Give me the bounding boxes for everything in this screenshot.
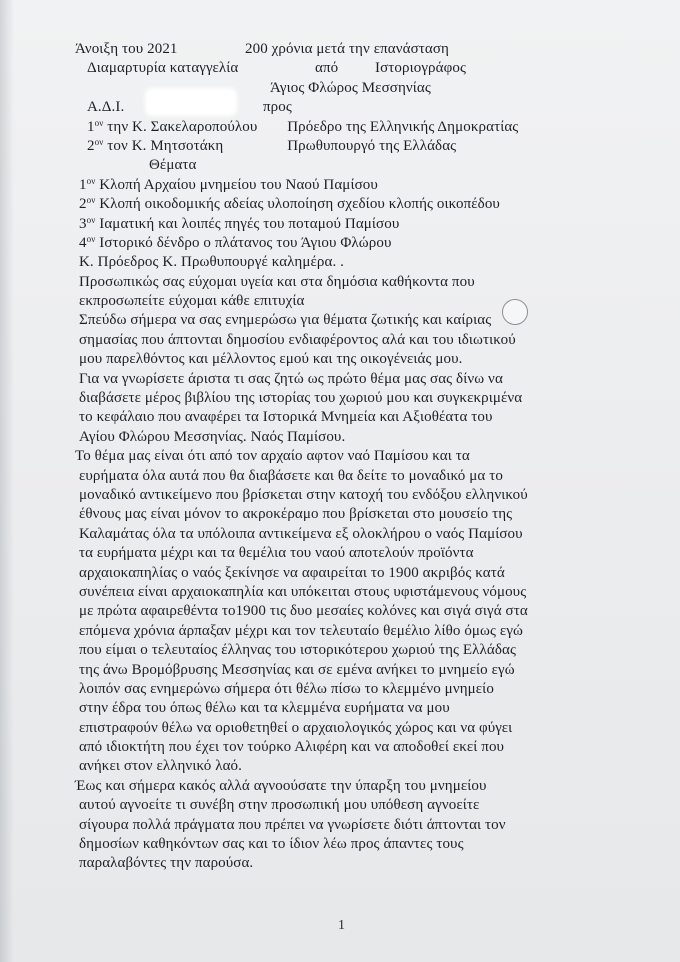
body-line: το κεφάλαιο που αναφέρει τα Ιστορικά Μνημεία και Αξιοθέατα του [79,409,493,426]
body-line: έθνους μας είναι μόνον το ακροκέραμο που βρίσκεται στο μουσείο της [79,506,513,523]
redaction-mark [148,91,234,113]
date: Άνοιξη του 2021 [75,41,178,57]
recipient-name: τον Κ. Μητσοτάκη [107,137,224,154]
recipient-role: Πρωθυπουργό της Ελλάδας [287,137,457,154]
body-line: με πρώτα αφαιρεθέντα το1900 τις δυο μεσαίες κολόνες και σιγά σιγά στα [79,603,528,620]
body-line: λοιπόν σας ενημερώνω σήμερα ότι θέλω πίσω το κλεμμένο μνημείο [79,680,494,697]
page-edge-shadow [0,0,14,962]
topic-2: $2^{o\nu}$ Κλοπή οικοδομικής αδείας υλοποίηση σχεδίου κλοπής οικοπέδου [79,195,500,213]
topics-heading: Θέματα [149,157,197,174]
body-line: σίγουρα πολλά πράγματα που πρέπει να γνωρίσετε διότι άπτονται τον [79,816,506,833]
body-line: Για να γνωρίσετε άριστα τι σας ζητώ ως πρώτο θέμα μας σας δίνω να [79,370,503,387]
recipient-1: $1^{o\nu}$ την Κ. Σακελαροπούλου Πρόεδρο της Ελληνικής Δημοκρατίας [75,118,635,137]
author-title: Ιστοριογράφος [375,60,466,77]
body-line: Σπεύδω σήμερα να σας ενημερώσω για θέματα ζωτικής και καίριας [79,312,492,329]
body-line: στην έδρα του όπως θέλω και τα κλεμμένα ευρήματα να μου [79,700,450,717]
body-line: από ιδιοκτήτη που έχει τον τούρκο Αλιφέρη και να αποδοθεί εκεί που [79,739,505,756]
topic-3: $3^{o\nu}$ Ιαματική και λοιπές πηγές του ποταμού Παμίσου [79,214,400,232]
recipient-2: $2^{o\nu}$ τον Κ. Μητσοτάκη Πρωθυπουργό της Ελλάδας [75,137,635,156]
from-word: από [315,60,339,77]
body-line: αυτού αγνοείτε τι συνέβη στην προσωπική μου υπόθεση αγνοείτε [79,797,480,814]
topic-4: $4^{o\nu}$ Ιστορικό δένδρο ο πλάτανος του Άγιου Φλώρου [79,233,392,251]
recipient-name: την Κ. Σακελαροπούλου [107,118,258,135]
body-line: παραλαβόντες την παρούσα. [79,855,254,872]
body-line: επιστραφούν θέλω να οριοθετηθεί ο αρχαιολογικός χώρος και να φύγει [79,719,513,736]
body-line: Καλαμάτας όλα τα υπόλοιπα αντικείμενα εξ ολοκλήρου ο ναός Παμίσου [79,525,523,542]
header-line-2 [75,59,635,78]
location: Άγιος Φλώρος Μεσσηνίας [270,79,431,96]
recipient-role: Πρόεδρο της Ελληνικής Δημοκρατίας [287,118,519,135]
body-line: που είμαι ο τελευταίος έλληνας του ιστορικότερου χωριού της Ελλάδας [79,642,517,659]
doc-type: Διαμαρτυρία καταγγελία [87,60,239,77]
body-line: αρχαιοκαπηλίας ο ναός ξεκίνησε να αφαιρείται το 1900 ακριβός κατά [79,564,505,581]
body-line: Το θέμα μας είναι ότι από τον αρχαίο αφτον ναό Παμίσου και τα [75,448,470,465]
header-line-1 [75,40,635,59]
body-line: διαβάσετε μέρος βιβλίου της ιστορίας του χωριού μου και συγκεκριμένα [79,390,523,407]
body-line: Έως και σήμερα κακός αλλά αγνοούσατε την ύπαρξη του μνημείου [75,777,487,794]
body-line: μοναδικό αντικείμενο που βρίσκεται στην κατοχή του ενδόξου ελληνικού [79,486,528,503]
id-label: Α.Δ.Ι. [87,99,125,116]
cursor-circle [502,299,528,325]
letter-body [75,273,635,874]
body-line: ευρήματα όλα αυτά που θα διαβάσετε και θα δείτε το μοναδικό μα το [79,467,503,484]
body-line: δημοσίων καθηκόντων σας και το ίδιον λέω προς άπαντες τους [79,836,464,853]
body-line: επόμενα χρόνια άρπαξαν μέχρι και τον τελευταίο θεμέλιο λίθο όμως εγώ [79,622,524,639]
topic-1: $1^{o\nu}$ Κλοπή Αρχαίου μνημείου του Ναού Παμίσου [79,175,378,193]
body-line: συνέπεια είναι αρχαιοκαπηλία και υπόκειται στους υφιστάμενους νόμους [79,583,527,600]
anniversary: 200 χρόνια μετά την επανάσταση [245,41,449,57]
body-line: μου παρελθόντος και μέλλοντος εμού και της οικογένειάς μου. [79,351,463,368]
body-line: ανήκει στον ελληνικό λαό. [79,758,243,775]
page-number: 1 [338,918,345,933]
greeting: Κ. Πρόεδρος Κ. Πρωθυπουργέ καλημέρα. . [79,254,344,271]
body-line: Αγίου Φλώρου Μεσσηνίας. Ναός Παμίσου. [79,428,346,445]
body-line: τα ευρήματα μέχρι και τα θεμέλια του ναού αποτελούν προϊόντα [79,545,474,562]
body-line: σημασίας που άπτονται δημοσίου ενδιαφέροντος αλά και του ιδιωτικού [79,331,516,348]
body-line: της άνω Βρομόβρυσης Μεσσηνίας και σε εμένα ανήκει το μνημείο εγώ [79,661,515,678]
body-line: εκπροσωπείτε εύχομαι κάθε επιτυχία [79,293,305,310]
letter-text [75,40,635,874]
to-word: προς [263,99,292,116]
body-line: Προσωπικώς σας εύχομαι υγεία και στα δημόσια καθήκοντα που [79,273,475,290]
